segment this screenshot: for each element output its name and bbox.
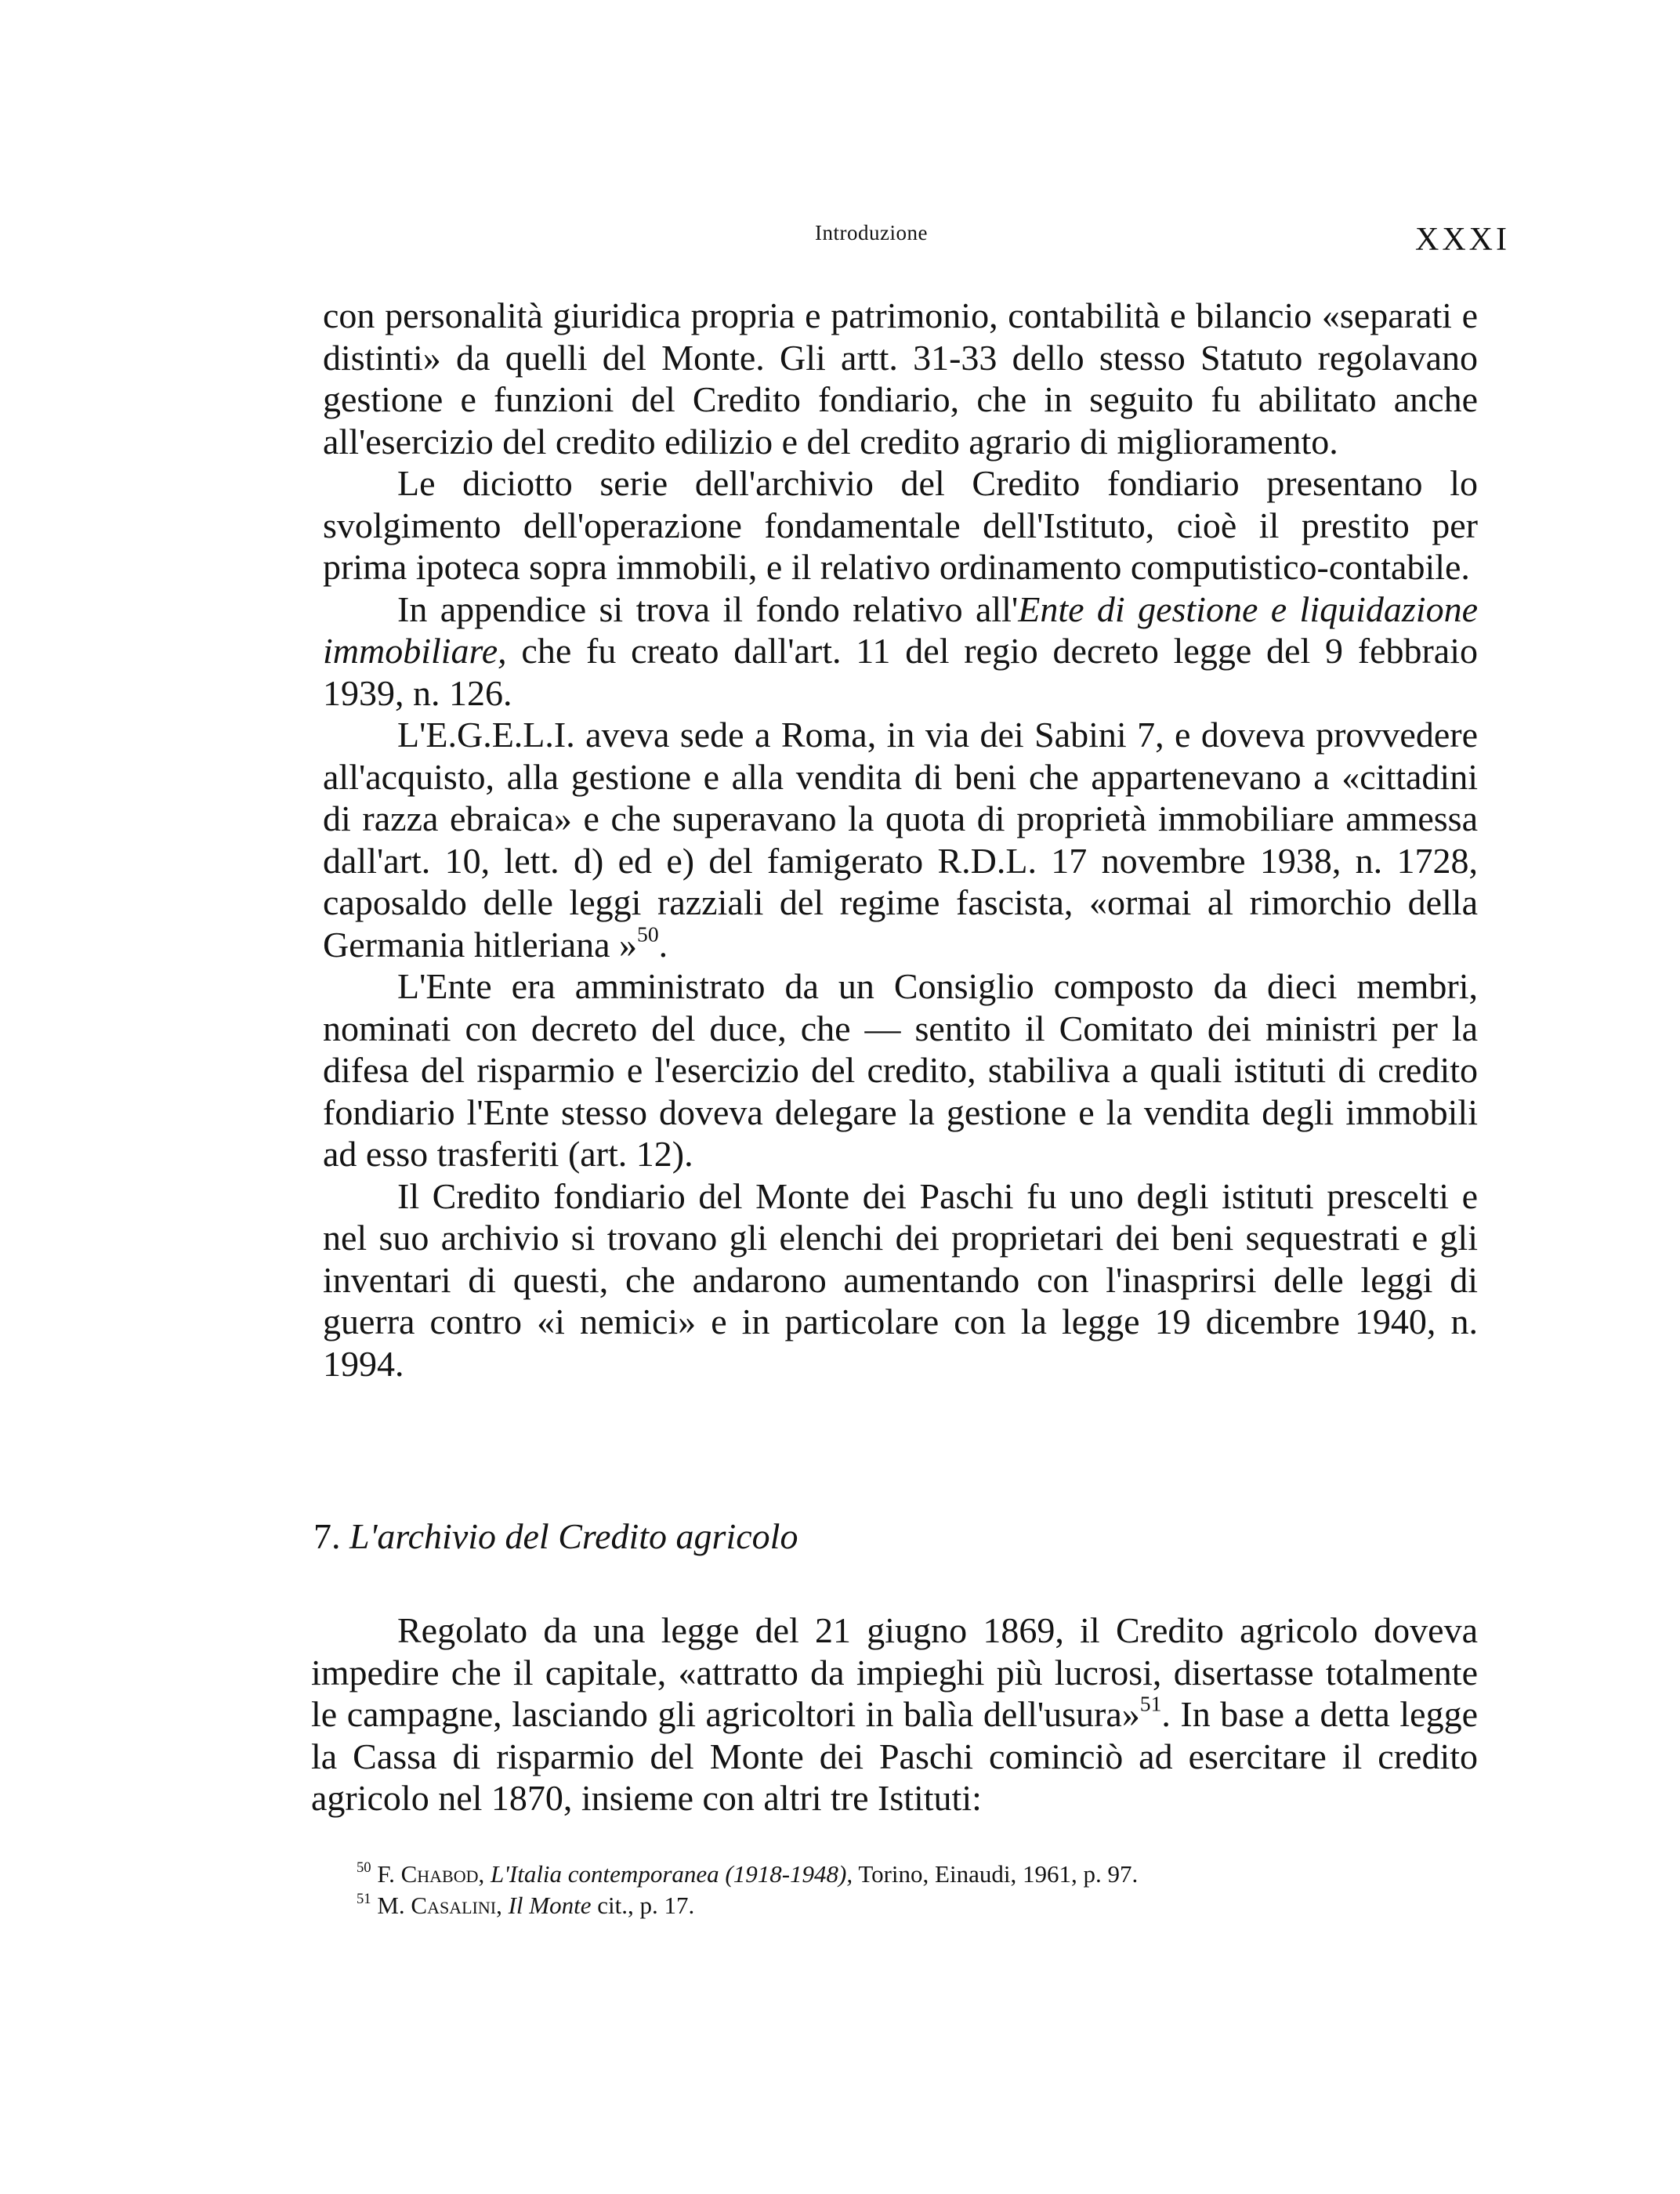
footnote-title: Il Monte (508, 1892, 592, 1919)
paragraph-text: L'Ente era amministrato da un Consiglio composto da dieci membri, nominati con decreto del duce, che — sentito il Comitato dei ministri per la difesa del risparmio e l'esercizio del credito, stabiliva a quali istituti di credito fondiario l'Ente stesso doveva delegare la gestione e la vendita degli immobili ad esso trasferiti (art. 12). (323, 966, 1478, 1174)
paragraph-text: L'E.G.E.L.I. aveva sede a Roma, in via dei Sabini 7, e doveva provvedere all'acquisto, alla gestione e alla vendita di beni che appartenevano a «cittadini di razza ebraica» e che superavano la quota di proprietà immobiliare ammessa dall'art. 10, lett. d) ed e) del famigerato R.D.L. 17 novembre 1938, n. 1728, caposaldo delle leggi razziali del regime fascista, «ormai al rimorchio della Germania hitleriana » (323, 715, 1478, 965)
footnote-number: 50 (357, 1859, 371, 1876)
paragraph (311, 1609, 1478, 1819)
footnote-number: 51 (357, 1890, 371, 1907)
paragraph (323, 462, 1478, 588)
footnote-text: cit., p. 17. (597, 1892, 695, 1919)
footnote-ref: 50 (637, 921, 659, 947)
main-text (323, 295, 1478, 1385)
footnote-text: Torino, Einaudi, 1961, p. 97. (858, 1860, 1139, 1888)
paragraph (323, 714, 1478, 965)
footnote-author: F. Chabod, (377, 1860, 485, 1888)
footnote-ref: 51 (1139, 1691, 1162, 1716)
italic-title: Ente di gestione e liquidazione immobiliare, (323, 588, 1478, 671)
paragraph-text: Il Credito fondiario del Monte dei Paschi fu uno degli istituti prescelti e nel suo archivio si trovano gli elenchi dei proprietari dei beni sequestrati e gli inventari di questi, che andarono aumentando con l'inasprirsi delle leggi di guerra contro «i nemici» e in particolare con la legge 19 dicembre 1940, n. 1994. (323, 1175, 1478, 1384)
footnote (357, 1890, 1469, 1921)
section-title: L'archivio del Credito agricolo (349, 1516, 798, 1556)
footnote-author: M. Casalini, (377, 1892, 502, 1919)
section-heading (313, 1515, 798, 1558)
paragraph (323, 588, 1478, 715)
footnote (357, 1859, 1469, 1890)
running-head: Introduzione (815, 221, 928, 244)
paragraph-text: . In base a detta legge la Cassa di risparmio del Monte dei Paschi cominciò ad esercitare il credito agricolo nel 1870, insieme con altri tre Istituti: (311, 1694, 1478, 1818)
paragraph-text: con personalità giuridica propria e patrimonio, contabilità e bilancio «separati e distinti» da quelli del Monte. Gli artt. 31-33 dello stesso Statuto regolavano gestione e funzioni del Credito fondiario, che in seguito fu abilitato anche all'esercizio del credito edilizio e del credito agrario di miglioramento. (323, 295, 1478, 462)
section-text (311, 1609, 1478, 1819)
page-number: XXXI (1415, 222, 1510, 258)
paragraph-text: In appendice si trova il fondo relativo all' (397, 588, 1019, 629)
paragraph-text: . (658, 924, 668, 965)
section-number: 7. (313, 1516, 349, 1556)
paragraph (323, 295, 1478, 462)
paragraph-text: che fu creato dall'art. 11 del regio decreto legge del 9 febbraio 1939, n. 126. (323, 631, 1478, 713)
paragraph (323, 965, 1478, 1175)
footnotes (357, 1859, 1469, 1921)
footnote-title: L'Italia contemporanea (1918-1948), (491, 1860, 853, 1888)
paragraph-text: Regolato da una legge del 21 giugno 1869, il Credito agricolo doveva impedire che il capitale, «attratto da impieghi più lucrosi, disertasse totalmente le campagne, lasciando gli agricoltori in balìa dell'usura» (311, 1610, 1478, 1734)
paragraph (323, 1175, 1478, 1385)
paragraph-text: Le diciotto serie dell'archivio del Credito fondiario presentano lo svolgimento dell'operazione fondamentale dell'Istituto, cioè il prestito per prima ipoteca sopra immobili, e il relativo ordinamento computistico-contabile. (323, 463, 1478, 587)
